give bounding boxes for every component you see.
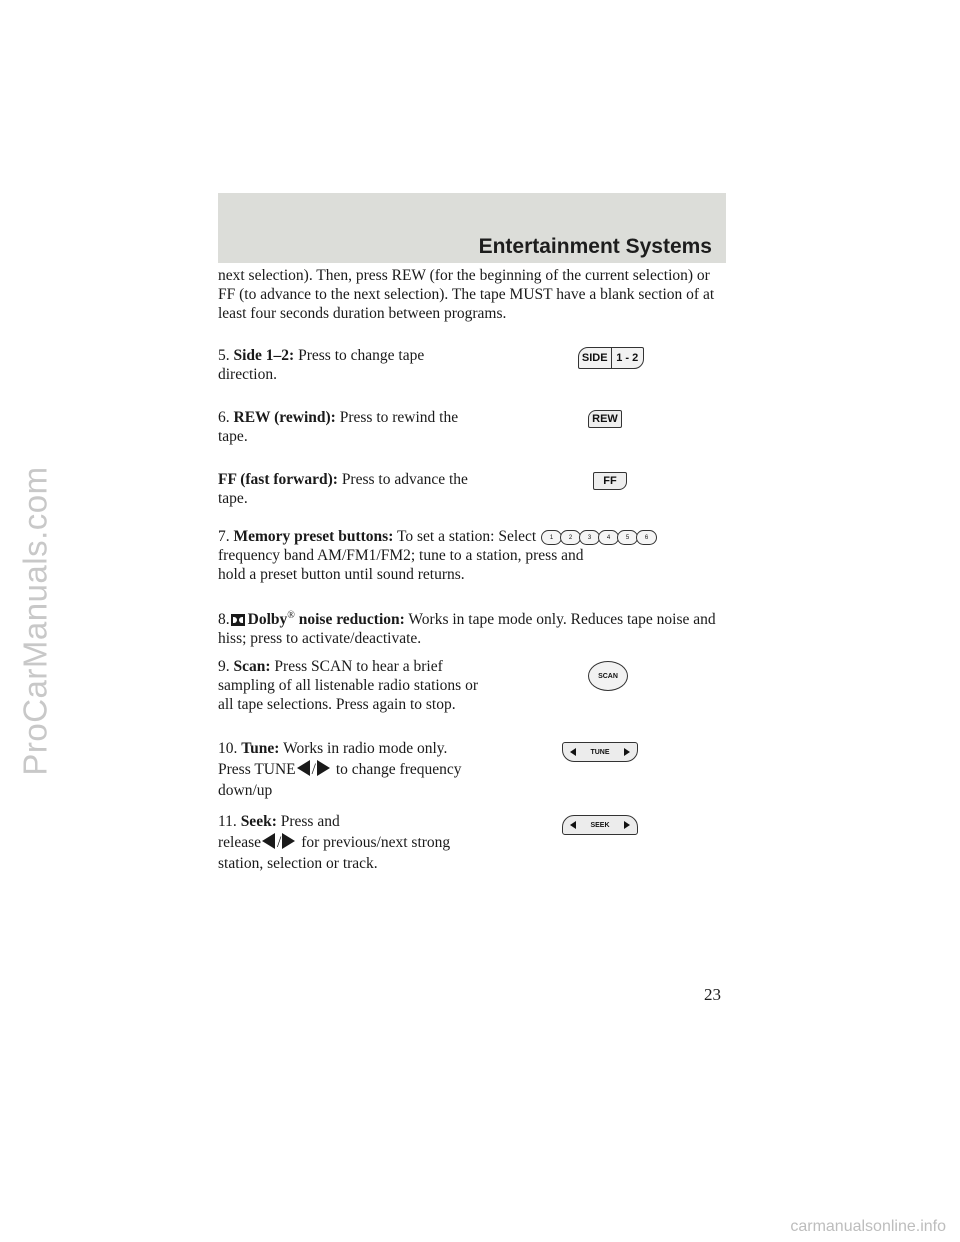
seek-rocker-graphic [562,815,638,835]
preset-button: 5 [617,530,638,545]
side-button-left: SIDE [581,352,608,364]
preset-buttons-graphic [541,530,655,545]
item-seek: 11. Seek: Press and release / for previous/next strong station, selection or track. [218,813,451,872]
right-arrow-icon [317,760,330,776]
intro-paragraph: next selection). Then, press REW (for the beginning of the current selection) or FF (to advance to the next selection). The tape MUST have a blank section of at least four seconds duration between programs. [218,267,715,322]
side-button-graphic [578,347,644,369]
tune-rocker-label: TUNE [590,748,610,756]
side-button-right: 1 - 2 [611,348,644,368]
item-rew: 6. REW (rewind): Press to rewind the tape. [218,409,459,445]
right-arrow-icon [282,833,295,849]
rocker-right-icon [624,748,630,756]
item-presets-label: Memory preset buttons: [233,528,394,545]
tune-rocker-graphic [562,742,638,762]
rocker-right-icon [624,821,630,829]
item-scan: 9. Scan: Press SCAN to hear a brief sampling of all listenable radio stations or all tape selections. Press again to stop. [218,658,479,713]
item-dolby-text: Works in tape mode only. Reduces tape noise and hiss; press to activate/deactivate. [218,611,716,648]
preset-button: 1 [541,530,562,545]
page-number: 23 [704,985,721,1004]
preset-button: 2 [560,530,581,545]
section-header-band [218,193,726,263]
item-side-label: Side 1–2: [233,347,295,364]
item-ff-text: Press to advance the tape. [218,471,468,507]
preset-button: 4 [598,530,619,545]
section-title: Entertainment Systems [478,235,712,258]
item-presets: 7. Memory preset buttons: To set a station: Select frequency band AM/FM1/FM2; tune to a station, press and hold a preset button until sound returns. [218,528,584,583]
side-watermark-text: ProCarManuals.com [17,466,54,776]
rocker-left-icon [570,821,576,829]
side-watermark [14,0,58,1242]
item-dolby-label2: noise reduction: [298,611,405,629]
item-seek-label: Seek: [240,813,277,830]
item-presets-text: To set a station: Select frequency band AM/FM1/FM2; tune to a station, press and hold a preset button until sound returns. [218,528,584,583]
item-side: 5. Side 1–2: Press to change tape direction. [218,347,425,383]
left-arrow-icon [262,833,275,849]
bottom-watermark: carmanualsonline.info [790,1218,946,1235]
item-rew-text: Press to rewind the tape. [218,409,459,445]
left-arrow-icon [297,760,310,776]
item-ff [218,470,480,508]
seek-rocker-label: SEEK [590,821,610,829]
item-ff-label: FF (fast forward): [218,471,338,488]
item-rew-label: REW (rewind): [233,409,336,426]
rocker-left-icon [570,748,576,756]
dolby-icon [231,614,245,626]
ff-button-graphic: FF [593,472,627,490]
scan-button-graphic: SCAN [588,661,628,691]
preset-button: 6 [636,530,657,545]
item-dolby: 8. Dolby® noise reduction: Works in tape mode only. Reduces tape noise and hiss; press to activate/deactivate. [218,610,716,648]
item-tune-label: Tune: [241,740,280,757]
item-scan-text: Press SCAN to hear a brief sampling of all listenable radio stations or all tape selections. Press again to stop. [218,658,479,713]
rew-button-graphic: REW [588,410,622,428]
item-side-text: Press to change tape direction. [218,347,425,383]
item-dolby-label: Dolby [247,611,288,629]
item-scan-label: Scan: [233,658,271,675]
preset-button: 3 [579,530,600,545]
item-tune: 10. Tune: Works in radio mode only. Press TUNE / to change frequency down/up [218,740,462,799]
